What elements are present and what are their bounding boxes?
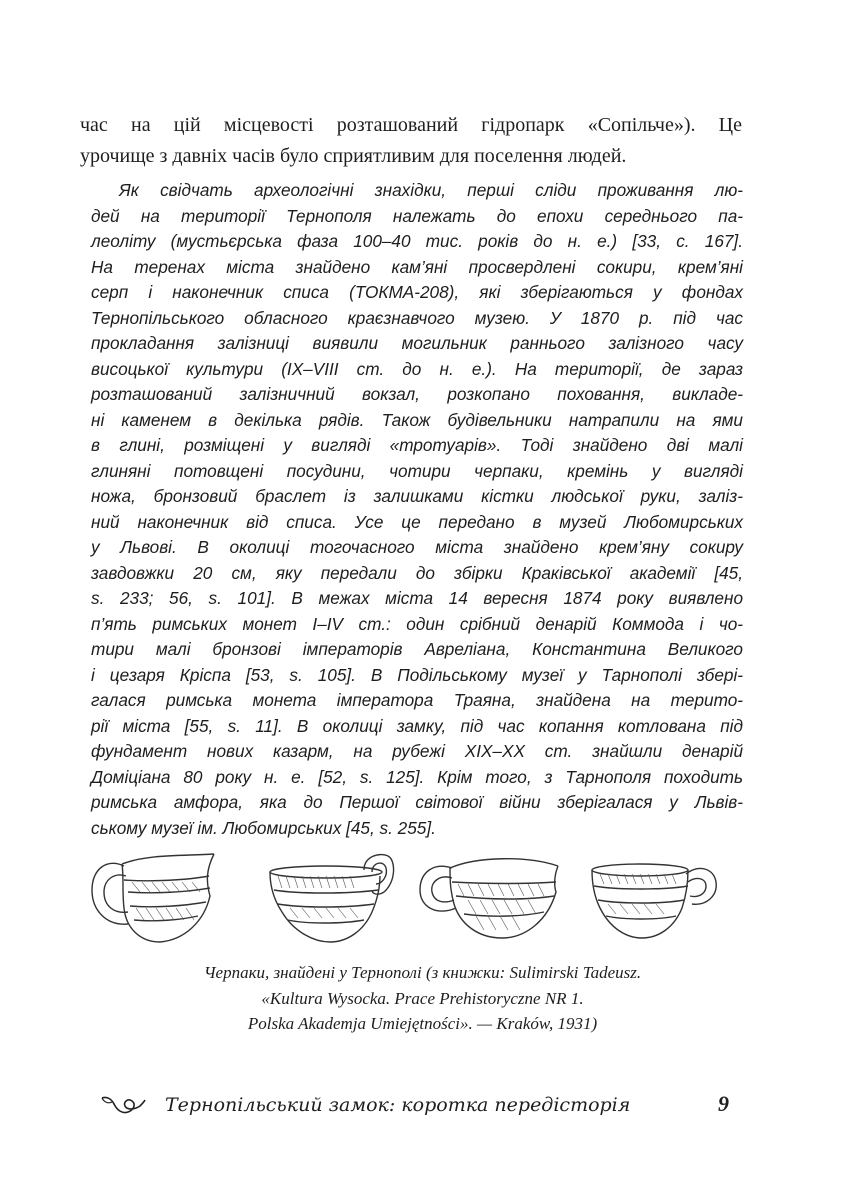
body-line: Тернопільського обласного краєзнавчого музею. У 1870 р. під час (91, 307, 743, 328)
ladle-drawing-2 (268, 846, 408, 952)
body-line: завдовжки 20 см, яку передали до збірки Краківської академії [45, (91, 562, 743, 583)
body-line: тири малі бронзові імператорів Авреліана, Константина Великого (91, 639, 743, 659)
page-number: 9 (718, 1091, 729, 1116)
figure-caption (80, 960, 765, 1037)
body-line: леоліту (мустьєрська фаза 100–40 тис. років до н. е.) [33, с. 167]. (91, 231, 743, 251)
body-line: Як свідчать археологічні знахідки, перші сліди проживання лю- (119, 180, 743, 200)
ladle-drawing-4 (588, 846, 728, 952)
body-line: римська амфора, яка до Першої світової війни зберігалася у Львів- (91, 792, 743, 812)
page-footer (0, 1088, 845, 1128)
body-line: у Львові. В околиці тогочасного міста знайдено крем’яну сокиру (91, 537, 743, 557)
body-line: галася римська монета імператора Траяна, знайдена на терито- (91, 690, 743, 710)
body-line: рії міста [55, s. 11]. В околиці замку, під час копання котлована під (91, 715, 743, 736)
body-line: дей на території Тернополя належать до епохи середнього па- (91, 205, 743, 226)
intro-line: урочище з давніх часів було сприятливим для поселення людей. (80, 145, 627, 167)
body-line: Доміціана 80 року н. е. [52, s. 125]. Крім того, з Тарнополя походить (91, 766, 743, 787)
body-line: На теренах міста знайдено кам’яні просвердлені сокири, крем’яні (91, 256, 743, 277)
flourish-ornament-icon (100, 1092, 146, 1118)
body-line: фундамент нових казарм, на рубежі XIX–XX ст. знайшли денарій (91, 741, 743, 761)
ladle-drawing-1 (88, 846, 228, 952)
body-line: ському музеї ім. Любомирських [45, s. 255]. (91, 817, 436, 838)
ladle-drawing-3 (418, 846, 568, 952)
intro-paragraph (80, 110, 742, 172)
body-line: ний наконечник від списа. Усе це передано в музей Любомирських (91, 511, 743, 532)
body-line: прокладання залізниці виявили могильник раннього залізного часу (91, 333, 743, 353)
body-line: ножа, бронзовий браслет із залишками кістки людської руки, заліз- (91, 486, 743, 506)
body-line: висоцької культури (IX–VIII ст. до н. е.). На території, де зараз (91, 358, 743, 379)
body-line: і цезаря Кріспа [53, s. 105]. В Подільському музеї у Тарнополі збері- (91, 664, 743, 685)
intro-line: час на цій місцевості розташований гідропарк «Сопільче»). Це (80, 114, 742, 136)
body-line: в глині, розміщені у вигляді «тротуарів». Тоді знайдено дві малі (91, 435, 743, 455)
body-line: s. 233; 56, s. 101]. В межах міста 14 вересня 1874 року виявлено (91, 588, 743, 608)
ladles-illustration (88, 846, 748, 956)
main-text-block (91, 178, 743, 841)
body-line: глиняні потовщені посудини, чотири черпаки, кремінь у вигляді (91, 460, 743, 481)
caption-line: Черпаки, знайдені у Тернополі (з книжки: Sulimirski Tadeusz. (203, 963, 642, 982)
body-line: серп і наконечник списа (ТОКМА-208), які зберігаються у фондах (91, 282, 743, 302)
caption-line: Polska Akademja Umiejętności». — Kraków, 1931) (247, 1014, 598, 1033)
body-line: ні каменем в декілька рядів. Також будівельники натрапили на ями (91, 409, 743, 430)
body-line: розташований залізничний вокзал, розкопано поховання, викладе- (91, 384, 743, 404)
body-line: п’ять римських монет I–IV ст.: один срібний денарій Коммода і чо- (91, 613, 743, 634)
caption-line: «Kultura Wysocka. Prace Prehistoryczne NR 1. (261, 988, 584, 1008)
running-title: Тернопільський замок: коротка передісторія (165, 1094, 631, 1116)
